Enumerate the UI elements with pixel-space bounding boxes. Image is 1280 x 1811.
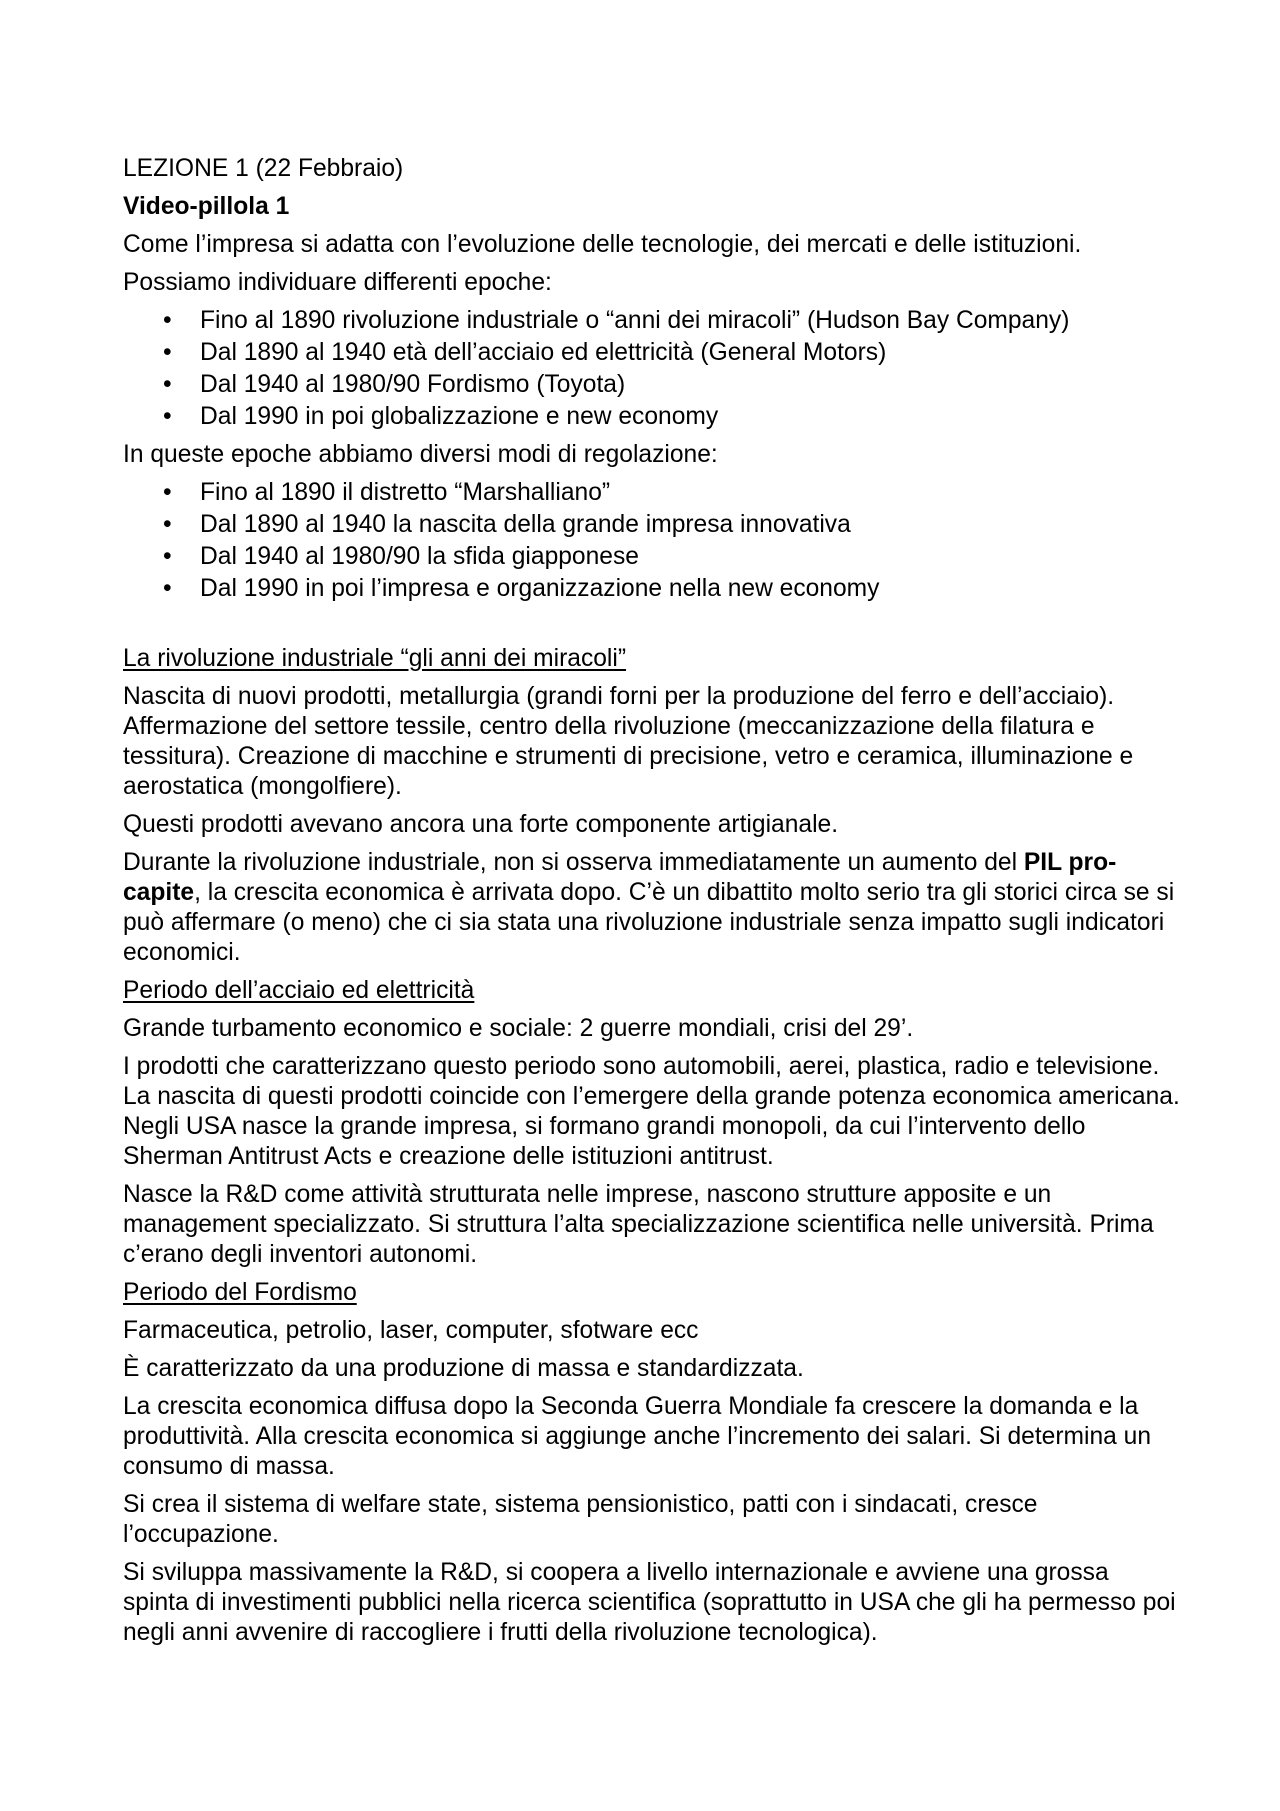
section-industrial-revolution-p2: Questi prodotti avevano ancora una forte componente artigianale. xyxy=(123,811,839,838)
regulation-intro: In queste epoche abbiamo diversi modi di regolazione: xyxy=(123,441,718,468)
section-spacer xyxy=(123,612,1180,644)
list-item xyxy=(123,542,1180,572)
list-item xyxy=(123,574,1180,604)
list-item-text: Dal 1890 al 1940 età dell’acciaio ed elettricità (General Motors) xyxy=(200,339,887,366)
section-steel-electricity-p2: I prodotti che caratterizzano questo periodo sono automobili, aerei, plastica, radio e televisione. La nascita di questi prodotti coincide con l’emergere della grande potenza economica americana. Negli USA nasce la grande impresa, si formano grandi monopoli, da cui l’intervento dello Sherman Antitrust Acts e creazione delle istituzioni antitrust. xyxy=(123,1053,1180,1170)
intro-paragraph-2: Possiamo individuare differenti epoche: xyxy=(123,269,552,296)
list-item xyxy=(123,338,1180,368)
section-fordism-p4: Si crea il sistema di welfare state, sistema pensionistico, patti con i sindacati, cresce l’occupazione. xyxy=(123,1491,1038,1548)
pil-pro-capite-term: PIL pro-capite xyxy=(123,849,1117,906)
list-item-text: Fino al 1890 rivoluzione industriale o “anni dei miracoli” (Hudson Bay Company) xyxy=(200,307,1070,334)
section-steel-electricity-p3: Nasce la R&D come attività strutturata nelle imprese, nascono strutture apposite e un management specializzato. Si struttura l’alta specializzazione scientifica nelle università. Prima c’erano degli inventori autonomi. xyxy=(123,1181,1154,1268)
intro-paragraph-1: Come l’impresa si adatta con l’evoluzione delle tecnologie, dei mercati e delle istituzioni. xyxy=(123,231,1082,258)
list-item-text: Fino al 1890 il distretto “Marshalliano” xyxy=(200,479,611,506)
list-item xyxy=(123,306,1180,336)
bullet-icon: • xyxy=(163,339,172,366)
lesson-title: LEZIONE 1 (22 Febbraio) xyxy=(123,155,404,182)
bullet-icon: • xyxy=(163,371,172,398)
bullet-icon: • xyxy=(163,403,172,430)
video-title: Video-pillola 1 xyxy=(123,193,290,220)
section-steel-electricity-title: Periodo dell’acciaio ed elettricità xyxy=(123,977,475,1004)
list-item xyxy=(123,478,1180,508)
list-item xyxy=(123,510,1180,540)
section-industrial-revolution-title: La rivoluzione industriale “gli anni dei miracoli” xyxy=(123,645,627,672)
bullet-icon: • xyxy=(163,479,172,506)
section-fordism-p5: Si sviluppa massivamente la R&D, si coopera a livello internazionale e avviene una grossa spinta di investimenti pubblici nella ricerca scientifica (soprattutto in USA che gli ha permesso poi negli anni avvenire di raccogliere i frutti della rivoluzione tecnologica). xyxy=(123,1559,1176,1646)
bullet-icon: • xyxy=(163,575,172,602)
list-item-text: Dal 1990 in poi l’impresa e organizzazione nella new economy xyxy=(200,575,880,602)
section-fordism-p3: La crescita economica diffusa dopo la Seconda Guerra Mondiale fa crescere la domanda e la produttività. Alla crescita economica si aggiunge anche l’incremento dei salari. Si determina un consumo di massa. xyxy=(123,1393,1152,1480)
p3-text-before: Durante la rivoluzione industriale, non si osserva immediatamente un aumento del xyxy=(123,849,1024,876)
bullet-icon: • xyxy=(163,511,172,538)
list-item-text: Dal 1890 al 1940 la nascita della grande impresa innovativa xyxy=(200,511,851,538)
section-steel-electricity-p1: Grande turbamento economico e sociale: 2 guerre mondiali, crisi del 29’. xyxy=(123,1015,914,1042)
list-item xyxy=(123,370,1180,400)
section-industrial-revolution-p3 xyxy=(123,848,1180,968)
bullet-icon: • xyxy=(163,307,172,334)
p3-text-after: , la crescita economica è arrivata dopo. C’è un dibattito molto serio tra gli storici circa se si può affermare (o meno) che ci sia stata una rivoluzione industriale senza impatto sugli indicatori economici. xyxy=(123,879,1175,966)
section-industrial-revolution-p1: Nascita di nuovi prodotti, metallurgia (grandi forni per la produzione del ferro e dell’acciaio). Affermazione del settore tessile, centro della rivoluzione (meccanizzazione della filatura e tessitura). Creazione di macchine e strumenti di precisione, vetro e ceramica, illuminazione e aerostatica (mongolfiere). xyxy=(123,683,1134,800)
list-item-text: Dal 1940 al 1980/90 Fordismo (Toyota) xyxy=(200,371,626,398)
section-fordism-p2: È caratterizzato da una produzione di massa e standardizzata. xyxy=(123,1355,804,1382)
list-item-text: Dal 1990 in poi globalizzazione e new economy xyxy=(200,403,719,430)
list-item xyxy=(123,402,1180,432)
section-fordism-title: Periodo del Fordismo xyxy=(123,1279,357,1306)
list-item-text: Dal 1940 al 1980/90 la sfida giapponese xyxy=(200,543,639,570)
regulations-list xyxy=(123,478,1180,604)
bullet-icon: • xyxy=(163,543,172,570)
epochs-list xyxy=(123,306,1180,432)
section-fordism-p1: Farmaceutica, petrolio, laser, computer, sfotware ecc xyxy=(123,1317,699,1344)
